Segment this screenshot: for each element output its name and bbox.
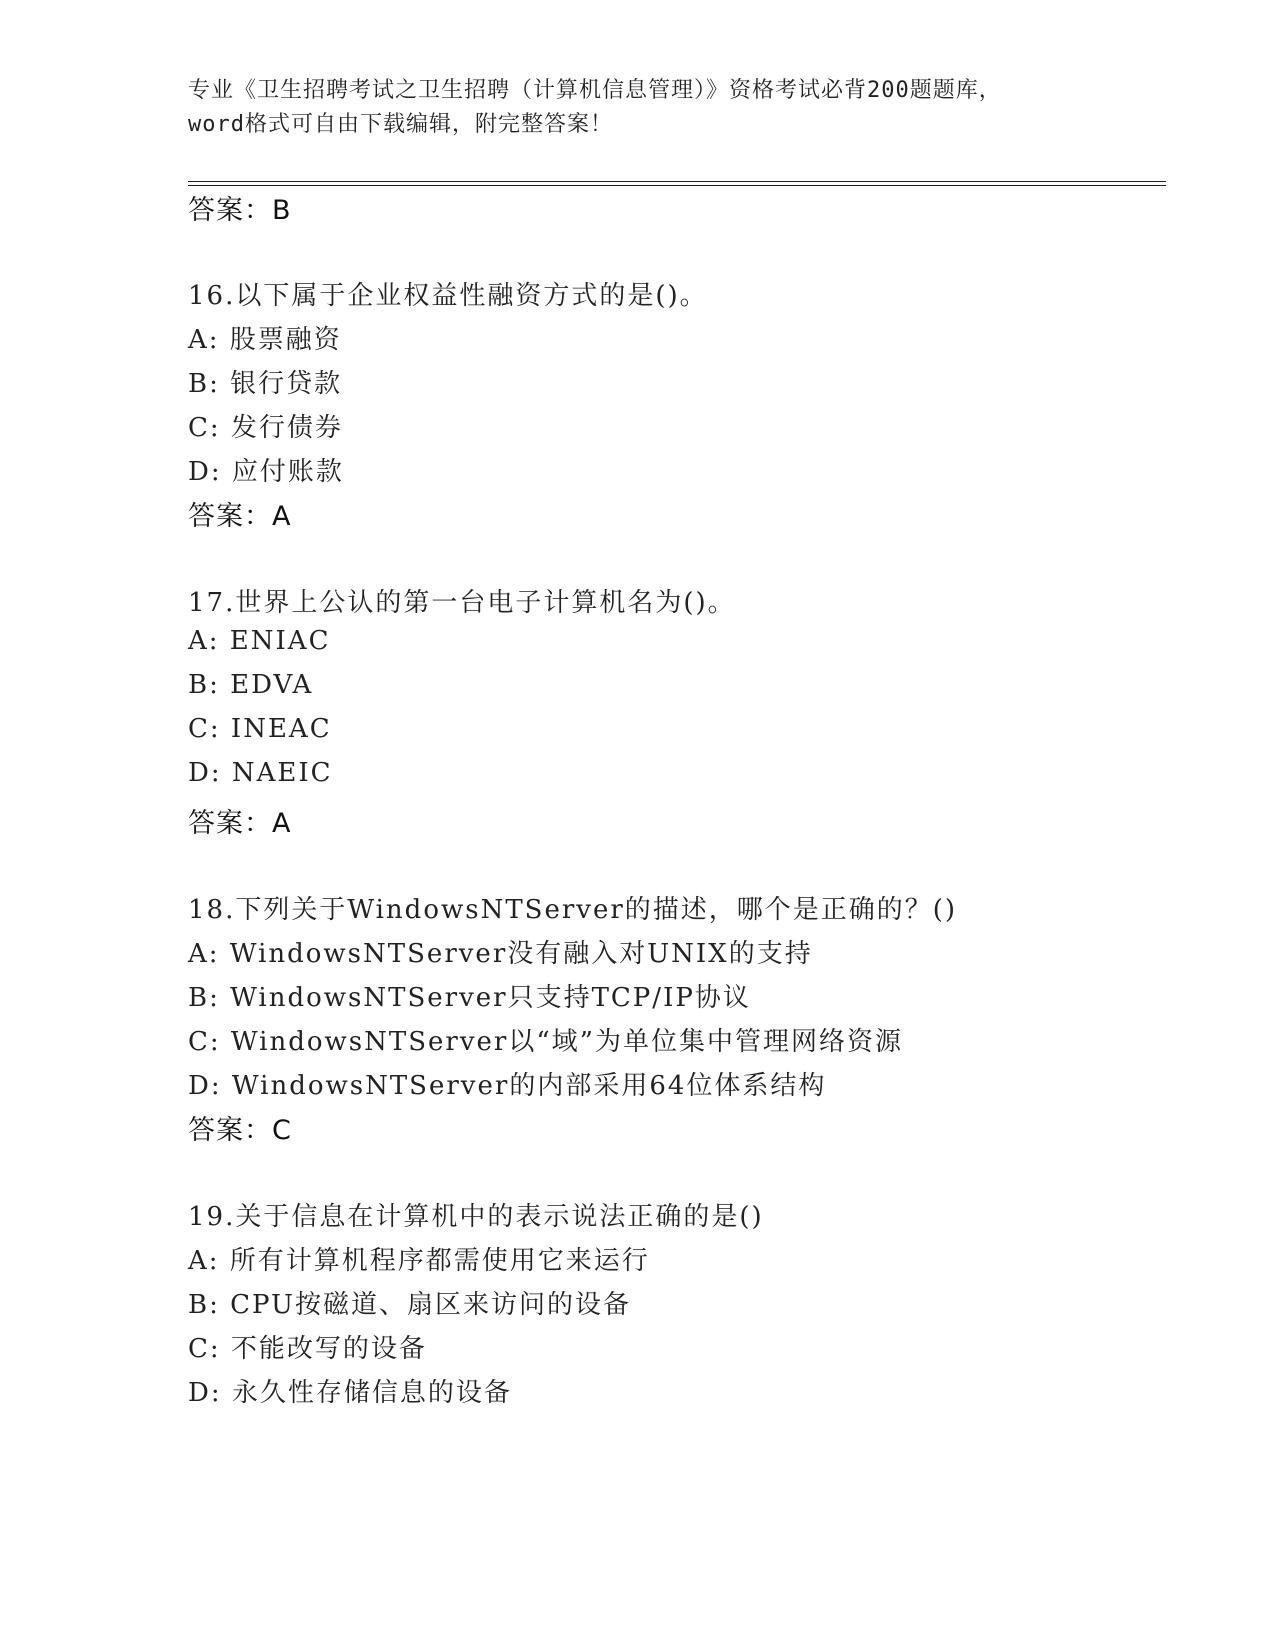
question-18-option-c: C: WindowsNTServer以“域”为单位集中管理网络资源 [188,1027,903,1057]
question-18-option-d: D: WindowsNTServer的内部采用64位体系结构 [188,1071,827,1101]
question-19-option-b: B: CPU按磁道、扇区来访问的设备 [188,1290,631,1320]
question-19-option-a: A: 所有计算机程序都需使用它来运行 [188,1246,650,1276]
header-rule-top [188,181,1166,182]
document-header [188,74,1088,142]
question-17-option-b: B: EDVA [188,670,314,700]
question-18-option-a: A: WindowsNTServer没有融入对UNIX的支持 [188,939,813,969]
question-17-option-a: A: ENIAC [188,626,331,656]
question-18-option-b: B: WindowsNTServer只支持TCP/IP协议 [188,983,751,1013]
header-rule-bottom [188,185,1166,186]
header-line-1: 专业《卫生招聘考试之卫生招聘（计算机信息管理）》资格考试必背200题题库， [188,78,1002,103]
question-18-answer: 答案：C [188,1115,292,1146]
question-16-option-b: B: 银行贷款 [188,369,343,399]
question-19-option-d: D: 永久性存储信息的设备 [188,1378,512,1408]
question-19-stem: 19.关于信息在计算机中的表示说法正确的是() [188,1202,764,1232]
question-17-option-d: D: NAEIC [188,758,333,788]
question-17-stem: 17.世界上公认的第一台电子计算机名为()。 [188,588,736,618]
question-16-option-a: A: 股票融资 [188,325,342,355]
question-16-stem: 16.以下属于企业权益性融资方式的是()。 [188,281,708,311]
question-16-option-d: D: 应付账款 [188,457,344,487]
question-17-answer: 答案：A [188,808,292,839]
header-line-2: word格式可自由下载编辑，附完整答案！ [188,112,613,137]
question-16-option-c: C: 发行债券 [188,413,343,443]
question-19-option-c: C: 不能改写的设备 [188,1334,427,1364]
question-18-stem: 18.下列关于WindowsNTServer的描述，哪个是正确的？() [188,895,958,925]
question-16-answer: 答案：A [188,501,292,532]
question-17-option-c: C: INEAC [188,714,332,744]
previous-answer: 答案：B [188,195,292,226]
